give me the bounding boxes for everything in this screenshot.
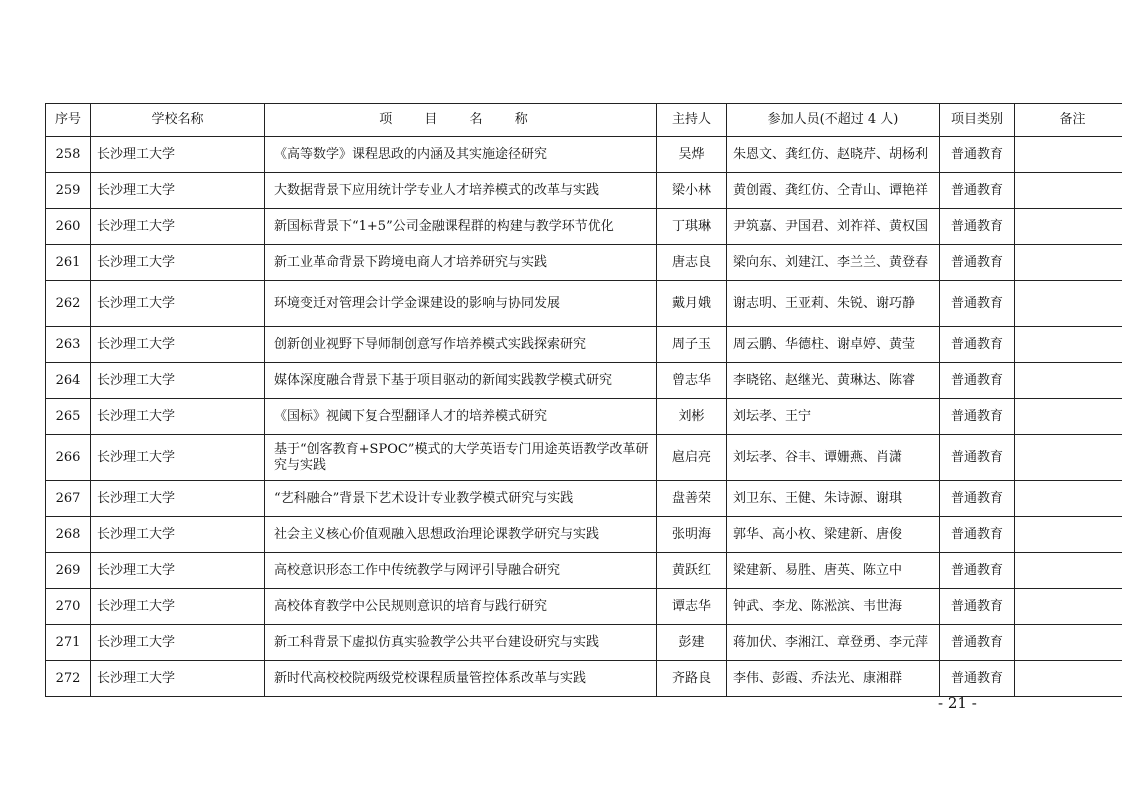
cell-project-title: 高校意识形态工作中传统教学与网评引导融合研究: [265, 553, 657, 589]
cell-members: 钟武、李龙、陈淞滨、韦世海: [727, 589, 940, 625]
cell-school: 长沙理工大学: [91, 327, 265, 363]
cell-project-title: 高校体育教学中公民规则意识的培育与践行研究: [265, 589, 657, 625]
table-row: [46, 209, 1122, 245]
table-row: [46, 661, 1122, 697]
cell-category: 普通教育: [940, 137, 1015, 173]
cell-members: 梁建新、易胜、唐英、陈立中: [727, 553, 940, 589]
table-row: [46, 517, 1122, 553]
cell-members: 刘卫东、王健、朱诗源、谢琪: [727, 481, 940, 517]
cell-leader: 梁小林: [657, 173, 727, 209]
cell-members: 刘坛孝、王宁: [727, 399, 940, 435]
table-row: [46, 245, 1122, 281]
table-row: [46, 553, 1122, 589]
cell-remark: [1015, 137, 1122, 173]
header-school: 学校名称: [91, 104, 265, 137]
cell-category: 普通教育: [940, 245, 1015, 281]
page-number: - 21 -: [938, 694, 977, 712]
cell-project-title: 新国标背景下“1+5”公司金融课程群的构建与教学环节优化: [265, 209, 657, 245]
cell-leader: 曾志华: [657, 363, 727, 399]
cell-category: 普通教育: [940, 173, 1015, 209]
cell-school: 长沙理工大学: [91, 399, 265, 435]
cell-members: 郭华、高小枚、梁建新、唐俊: [727, 517, 940, 553]
cell-remark: [1015, 481, 1122, 517]
cell-no: 260: [46, 209, 91, 245]
cell-leader: 扈启亮: [657, 435, 727, 481]
cell-project-title: 社会主义核心价值观融入思想政治理论课教学研究与实践: [265, 517, 657, 553]
cell-members: 刘坛孝、谷丰、谭姗燕、肖潇: [727, 435, 940, 481]
cell-remark: [1015, 245, 1122, 281]
cell-leader: 刘彬: [657, 399, 727, 435]
table-row: [46, 327, 1122, 363]
cell-no: 269: [46, 553, 91, 589]
cell-school: 长沙理工大学: [91, 173, 265, 209]
header-leader: 主持人: [657, 104, 727, 137]
cell-leader: 吴烨: [657, 137, 727, 173]
cell-category: 普通教育: [940, 327, 1015, 363]
cell-category: 普通教育: [940, 481, 1015, 517]
cell-no: 259: [46, 173, 91, 209]
cell-members: 黄创霞、龚红仿、仝青山、谭艳祥: [727, 173, 940, 209]
cell-no: 266: [46, 435, 91, 481]
cell-remark: [1015, 435, 1122, 481]
cell-members: 尹筑嘉、尹国君、刘祚祥、黄权国: [727, 209, 940, 245]
cell-project-title: 新时代高校校院两级党校课程质量管控体系改革与实践: [265, 661, 657, 697]
cell-project-title: 环境变迁对管理会计学金课建设的影响与协同发展: [265, 281, 657, 327]
cell-no: 272: [46, 661, 91, 697]
cell-category: 普通教育: [940, 625, 1015, 661]
cell-category: 普通教育: [940, 435, 1015, 481]
cell-no: 258: [46, 137, 91, 173]
cell-leader: 戴月娥: [657, 281, 727, 327]
cell-no: 261: [46, 245, 91, 281]
table-row: [46, 589, 1122, 625]
cell-project-title: 新工业革命背景下跨境电商人才培养研究与实践: [265, 245, 657, 281]
table-row: [46, 173, 1122, 209]
cell-project-title: 《国标》视阈下复合型翻译人才的培养模式研究: [265, 399, 657, 435]
cell-no: 264: [46, 363, 91, 399]
cell-school: 长沙理工大学: [91, 553, 265, 589]
cell-project-title: 创新创业视野下导师制创意写作培养模式实践探索研究: [265, 327, 657, 363]
cell-remark: [1015, 399, 1122, 435]
cell-category: 普通教育: [940, 553, 1015, 589]
cell-members: 谢志明、王亚莉、朱锐、谢巧静: [727, 281, 940, 327]
cell-project-title: 基于“创客教育+SPOC”模式的大学英语专门用途英语教学改革研究与实践: [265, 435, 657, 481]
header-category: 项目类别: [940, 104, 1015, 137]
cell-school: 长沙理工大学: [91, 245, 265, 281]
header-project: 项 目 名 称: [265, 104, 657, 137]
cell-members: 李晓铭、赵继光、黄琳达、陈睿: [727, 363, 940, 399]
cell-no: 271: [46, 625, 91, 661]
cell-no: 265: [46, 399, 91, 435]
cell-no: 263: [46, 327, 91, 363]
project-table: [45, 103, 1122, 697]
cell-leader: 盘善荣: [657, 481, 727, 517]
cell-leader: 丁琪琳: [657, 209, 727, 245]
cell-no: 268: [46, 517, 91, 553]
cell-remark: [1015, 363, 1122, 399]
cell-school: 长沙理工大学: [91, 435, 265, 481]
cell-school: 长沙理工大学: [91, 589, 265, 625]
table-body: [46, 137, 1122, 697]
cell-project-title: “艺科融合”背景下艺术设计专业教学模式研究与实践: [265, 481, 657, 517]
cell-remark: [1015, 517, 1122, 553]
cell-no: 262: [46, 281, 91, 327]
cell-category: 普通教育: [940, 399, 1015, 435]
table-row: [46, 281, 1122, 327]
cell-category: 普通教育: [940, 281, 1015, 327]
cell-members: 周云鹏、华德柱、谢卓婷、黄莹: [727, 327, 940, 363]
cell-remark: [1015, 553, 1122, 589]
cell-leader: 周子玉: [657, 327, 727, 363]
cell-leader: 齐路良: [657, 661, 727, 697]
cell-remark: [1015, 327, 1122, 363]
header-no: 序号: [46, 104, 91, 137]
cell-school: 长沙理工大学: [91, 661, 265, 697]
cell-school: 长沙理工大学: [91, 209, 265, 245]
cell-members: 朱恩文、龚红仿、赵晓芹、胡杨利: [727, 137, 940, 173]
table-row: [46, 435, 1122, 481]
cell-school: 长沙理工大学: [91, 625, 265, 661]
table-row: [46, 625, 1122, 661]
cell-members: 李伟、彭霞、乔法光、康湘群: [727, 661, 940, 697]
cell-remark: [1015, 209, 1122, 245]
cell-leader: 唐志良: [657, 245, 727, 281]
table-row: [46, 137, 1122, 173]
cell-category: 普通教育: [940, 589, 1015, 625]
cell-school: 长沙理工大学: [91, 481, 265, 517]
cell-project-title: 大数据背景下应用统计学专业人才培养模式的改革与实践: [265, 173, 657, 209]
cell-no: 270: [46, 589, 91, 625]
cell-members: 梁向东、刘建江、李兰兰、黄登春: [727, 245, 940, 281]
cell-project-title: 媒体深度融合背景下基于项目驱动的新闻实践教学模式研究: [265, 363, 657, 399]
table-row: [46, 399, 1122, 435]
cell-leader: 黄跃红: [657, 553, 727, 589]
cell-no: 267: [46, 481, 91, 517]
cell-category: 普通教育: [940, 363, 1015, 399]
cell-remark: [1015, 281, 1122, 327]
cell-category: 普通教育: [940, 661, 1015, 697]
cell-leader: 张明海: [657, 517, 727, 553]
cell-leader: 彭建: [657, 625, 727, 661]
cell-school: 长沙理工大学: [91, 137, 265, 173]
cell-school: 长沙理工大学: [91, 281, 265, 327]
cell-school: 长沙理工大学: [91, 517, 265, 553]
cell-leader: 谭志华: [657, 589, 727, 625]
cell-category: 普通教育: [940, 517, 1015, 553]
header-members: 参加人员(不超过 4 人): [727, 104, 940, 137]
cell-school: 长沙理工大学: [91, 363, 265, 399]
cell-remark: [1015, 173, 1122, 209]
cell-project-title: 《高等数学》课程思政的内涵及其实施途径研究: [265, 137, 657, 173]
table-header-row: [46, 104, 1122, 137]
header-remarks: 备注: [1015, 104, 1122, 137]
cell-remark: [1015, 589, 1122, 625]
cell-remark: [1015, 625, 1122, 661]
cell-category: 普通教育: [940, 209, 1015, 245]
cell-remark: [1015, 661, 1122, 697]
cell-members: 蒋加伏、李湘江、章登勇、李元萍: [727, 625, 940, 661]
table-row: [46, 481, 1122, 517]
table-row: [46, 363, 1122, 399]
cell-project-title: 新工科背景下虚拟仿真实验教学公共平台建设研究与实践: [265, 625, 657, 661]
